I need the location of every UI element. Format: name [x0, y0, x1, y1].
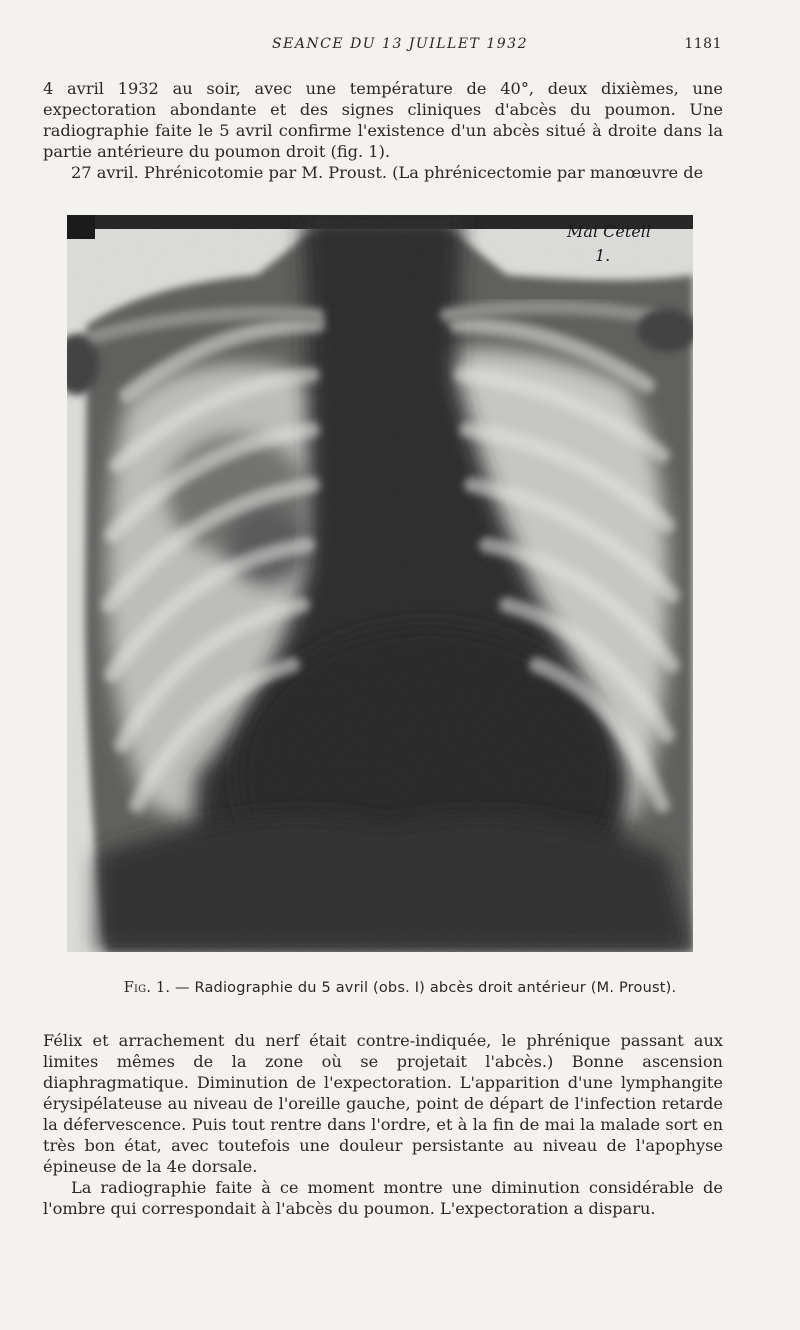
running-head — [0, 36, 800, 58]
body-text-top — [43, 78, 723, 183]
figure-caption — [0, 980, 800, 996]
paragraph: La radiographie faite à ce moment montre une diminution considérable de l'ombre qui correspondait à l'abcès du poumon. L'expectoration a disparu. — [43, 1178, 723, 1218]
chest-radiograph-figure — [67, 215, 693, 952]
page-number: 1181 — [684, 36, 722, 52]
figure-caption-text: — Radiographie du 5 avril (obs. I) abcès droit antérieur (M. Proust). — [175, 980, 677, 996]
body-text-bottom — [43, 1030, 723, 1219]
handwritten-annotation-line2: 1. — [595, 246, 611, 265]
chest-radiograph-image — [67, 215, 693, 952]
handwritten-annotation-line1: Mai Cetell — [567, 222, 651, 241]
paragraph: 4 avril 1932 au soir, avec une température de 40°, deux dixièmes, une expectoration abondante et des signes cliniques d'abcès du poumon. Une radiographie faite le 5 avril confirme l'existence d'un abcès situé à droite dans la partie antérieure du poumon droit (fig. 1). — [43, 79, 723, 161]
paragraph: Félix et arrachement du nerf était contre-indiquée, le phrénique passant aux limites mêmes de la zone où se projetait l'abcès.) Bonne ascension diaphragmatique. Diminution de l'expectoration. L'apparition d'une lymphangite érysipélateuse au niveau de l'oreille gauche, point de départ de l'infection retarde la défervescence. Puis tout rentre dans l'ordre, et à la fin de mai la malade sort en très bon état, avec toutefois une douleur persistante au niveau de l'apophyse épineuse de la 4e dorsale. — [43, 1031, 723, 1176]
paragraph: 27 avril. Phrénicotomie par M. Proust. (La phrénicectomie par manœuvre de — [71, 163, 704, 182]
running-title: SEANCE DU 13 JUILLET 1932 — [272, 36, 528, 52]
figure-label: Fig. 1. — [123, 980, 171, 996]
